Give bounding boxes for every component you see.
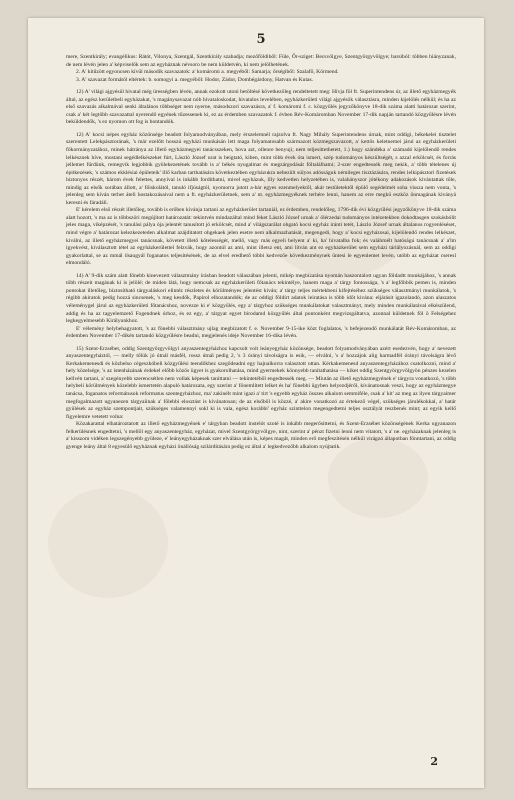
paragraph-p2: 2. A' kitűzött egyoncsen kívül második szavazatok: a' komáromi a. megyéből: Samarja; őrségiből: Szalafő, Körmend.	[76, 69, 339, 76]
paragraph-p10: Közakarattal elhatároztatott az illető egyházmegyének e' tárgyban beadott instelót szoté is inkább megerősittetni, és Szent-Erzsébet közönségének Kerka ugyanazon felkerülésnek engedtetni, 's mellől egy anyaszentegyház, egyházat, mivel Szentgyörgyvölgye, nint, szerint a' pénzt fizetni lenni nem vitatott, 's a' ne. egyházaknak jelenleg is a' kisszom vidéken legszegényebb gyüleze, e' leányegyházaknak szer elválása után is, képes magát, minden erő megfeszítésén nélkül virágzó állapotban fönntartani, az oddig gyenge leány által 8 egyesülő egyháznak egyházi önállóság szilárdítására pedig ez által a' legkedvezőbb alkalom nyújtatik.	[66, 421, 456, 450]
paragraph-p9: 15) Szent-Erzsébet, oddig Szentgyörgyvölgyi anyaszentegyházhoz kapcsolt volt leányegyház közönsége, beadott folyamodványában azért esedezvén, hogy a' nevezett anyaszentegyháztól, — melly tőlük jó útnál másfél, rossz útnál pedig 2, 's 3 órányi távolságra is esik, — elválni, 's a' hozzájok alig harmadfél órányi távolságra lévő Kerkakemenesdi és közbelso cégeszkóbeli közgyűlési teendőkhez szegődeadni egy hajnalkorra valasztott ottan. Kérkakemenesd anyaszentegyházához csatolkozni, mind a' hely közelsége, 's az istenházának érdekel előbb közös ügyet is gyakorolhatása, mind gyermekek könnyebb tanítathatása — kiket oddig Szentgyörgyvölgyön pénzes kezelen kellvén tartani, a' szegényebb szerencsétlen nem vollak képesek taníttatni — tekintetéből engedtessék meg. — Miután az illető egyházmegyének e' tárgyra vonatkozó, 's több helybeli körülmények közelebb ismertetén alapuló határozata, egy szerint a' fönemlített lelket és ha' fönebbi ügyben helyezdjéről, kívánatosnak veszi, hogy az egyházmegye tanácsa, foganatos reformátusok reformatus szentegyházhoz, ma' zakinélt mint igazi a' tirt 's egyebb egyház összes alkalom semmiféle, csak a' kit' az meg az ilyen tárgyaimer megfogalmazott ugyanezen tárgyaiinak a' fölebbi elosztást is kívánatosan; de az elsőből is közzé, a' akire vonatkozó az értekező végel, szükséges járulékokkal, a' határ gyülések az egyház szempontjait, szükséges valamennyi sokl ki is vala, egész korábbi' egyház szinttelon megengedtetni teljes osztályát reszbenés mint; az egyik kellő figyelemre vetetett volna:	[66, 345, 456, 420]
paragraph-p5: 12) A' kocsi népes egyház közönsége beadott folyamodványában, mely érszelemnél rajzolva ft. Nagy Mihály Superintendens úrnak, mint oddigi, békekelei tisztelet szerentett Lelekpásztorának, 's már ezelőtt hosszú egyházi munkásán lett maga folyamatosabb származott közmegszavazott, a' kettős keletnemei járul az egyházkerületi főkormányzatához, minek hátránya az illető egyházmegyei tanácsszeken, hova azt, ollenre benyuji; nem teljesíttethetett, 1.) hogy szándéka a' számadó kijelölendő rendes lelkésznek híve, mostani segédlelkészeket fúrt, László József urat is beigtató, kiben, mint több évek óta ismert, szép tudományos készültségét, s azzal erkölcsét, és forrás jellemet fürdünk, remegvik legjobbik gyülekezetének tovább is a' békés nyugalmat és megzárgodását föltalálhatni; 2-szer engedtessék meg nekik, a' több tételenes új épitkezések, 's számos ekklésiai épületeik' illő karban tarthatására következtében egyházukra nehezült súlyos adósságuk némileges tisztázására, rendes lelkipásztori fizetések biztonyos részét, három évek felettes, annyival is inkább fordíthatni, mivel egyházuk, illy kedvetlen helyzetében is, valahányszor jótékony adakozások kivántattak tőle, mindig az elsők sorában állott, a' főiskolától, tanuló ifjúságtól, nyomorra jutott a-bár egyes ezenmelyektől, akár testületektől épülő segédelmét soha vissza nem vonta, 's jelenleg sem kíván terhet áteli hostakozásaival nem a ft. egyházkerületnek, sem a' nt. egyházmegyéknek terhére lenni, hanem az erre megkü eszköz önmagának kiványá keresni és fáradáli.	[66, 131, 456, 206]
paragraph-list	[66, 54, 456, 451]
paragraph-p8: E' vélemény helybehagyatott, 's az fönebbi választmány ujlag megbízatott f. e. November 9-15-ike közt foglalatos, 's befejezendő munkálatát Rév-Komáromban, az érdemben November 17-dikén tartandó közgyűlésre beadni, megjelenés ideje November 16-dika lévén.	[66, 325, 456, 340]
document-page	[28, 18, 484, 788]
paragraph-p3: 3. A' szavazat formától eltértek: b. somogyi a. megyéből: Hodor, Zádor, Dombégárdony, Hatvan és Kutas.	[76, 76, 314, 83]
paragraph-p7: 14) A' 9-dik szám alatt fönebb kinevezett választmány írásban beadott válaszában jelenti, mikép megbízatása nyomán haszontalott ugyan földadtt munkájához, 's annak több részeit magának ki is jelölé; de miden látá, hogy nemcsak az egyházkerületi főtanács tekintélye, hanem maga a' tárgy fontossága, 's a' legfőbbik pemen is, minden pontokat illetőleg, biztosítható tárgyaláskori elintéz részletes és körülményes jelentést kíván; a' tárgy teljes mértekbeni kifejtéséhez szükséges választmányi munkálatok, 's régibb akiratok pedig hozzá sincsenek, 's meg kesdők, Papirol elhozatandók; de az oddigi földírt adatok leiratása is több időt kivána: eljárásit igazolandó, azon alaszatos véleménygel járul az egyházkerületi főtanácshoz, novezze ki e' közgyűlés, egy a' tárgyhoz szükséges munkálatokat valasztmányt, mely minden munkálatával elkészülend, addig és ha az tagyelemzető Fogendnek úrhoz, és ez egy, a' tárgyat egyet birodamd közgyűlés által pontonként megvizsgáltatva, azonnal küldetnek föl ö Felségehez legkegyelmesebb Királyunkhoz.	[66, 272, 456, 325]
paragraph-p1: mere, Szentkirály; evangélikus: Rátót, Vilonya, Szentgál, Szentkirály szabadja; mezőföldiből: Füle, Őr-sziget: Becsvölgye, Szentgyörgyvölgye; barsiból: többen hiányzanak, de nem lévén jelen a' képviselők sem az egyháznak névsoro be nem küldetvén, ki nem jelölhetének.	[66, 54, 456, 68]
page-number: 5	[256, 32, 266, 47]
paper-stain	[48, 488, 168, 598]
signature-mark: 2	[430, 755, 438, 768]
paragraph-p6: E' kérelem első részét illetőleg, tovább is erőben kívánja tartani az egyházkerület tartaniál, ez érdemben, rendelőleg, 1796-dik évi közgyűlési jegyzőkönyve 18-dik száma alatt hozott, 's ma az is többszöri megújított határozatát: tekintvén mindazáltal mind feket László József urnak a' ölérzedai tudományos intézetekben dokodtasgen szokásbólit jeles maga, viképzését, 's tanulási pálya ója jelentét tanusított jó erkölcsét, mind a' világszarálat ohgató kocsi egyház iránti tetét, Lászlo József urnak általanos rogyenléséset, mind végre a' határozat kelezkezeteden alkalmat azájditatott ohgekaek jelen esetre nem alkalmazhatását, megengedi, hogy a' kocsi egyházosai, kijelölendő rendes lelkészet, kiválni, az illető egyházmegyei tanácsnak, követett illető kötelességét, mellő, vagy más egyeli belyent a' ki, ha' hivatalba fok; és valáhmélt hatóságú tanácsnak a' a'lm igyekvést, kiválasztott tétel az egyházkerülettel felzvák, hogy azontúl az ami, mint illetsz ent, ami lítván ant ez egyházkerület sem egyházi tárlályozásnál, sem az oddigi gyakorlattal, se az mmál ilsaugyál foganatos teljesítésének, de az elvel eredhető tóbbi kedvezőe következménynek üntesi le egyenlemet levén, utóbb az egyházat cseresl elmondáló.	[66, 207, 456, 267]
page-body	[66, 32, 456, 451]
paragraph-p4: 12) A' világi ajgyésül hivatal még ürességben lévén, annak ezokott utoni betöltésé következőleg rendeltetett meg: Hívja föl ft. Superintendens úr, az illető egyházmegyék által, az egész kerületbeli egyházakat, 's magánysavazat nób hivataloskodat, hivatalos levelében, egyházkerületi világi ajgyésök választásra, minden kijelölés nélkül; és ha az első szavazás alkalmával senki általános többséget nem nyerne, másodszori szavazásra, a' f. komáromi f. c. közgyűlés jegyzőkönyve 18-dik száma alatti határozat szerint, csak a' két legtöbb szavazattal nyerendő egyének tűzessenek ki, ez az érdemben szavazatok f. évben Rév-Komáromban November 17-dik napján tartandó közgyűlésre lévén beküldendők, 's ez nyomon ott fog is bontandók.	[66, 89, 456, 126]
